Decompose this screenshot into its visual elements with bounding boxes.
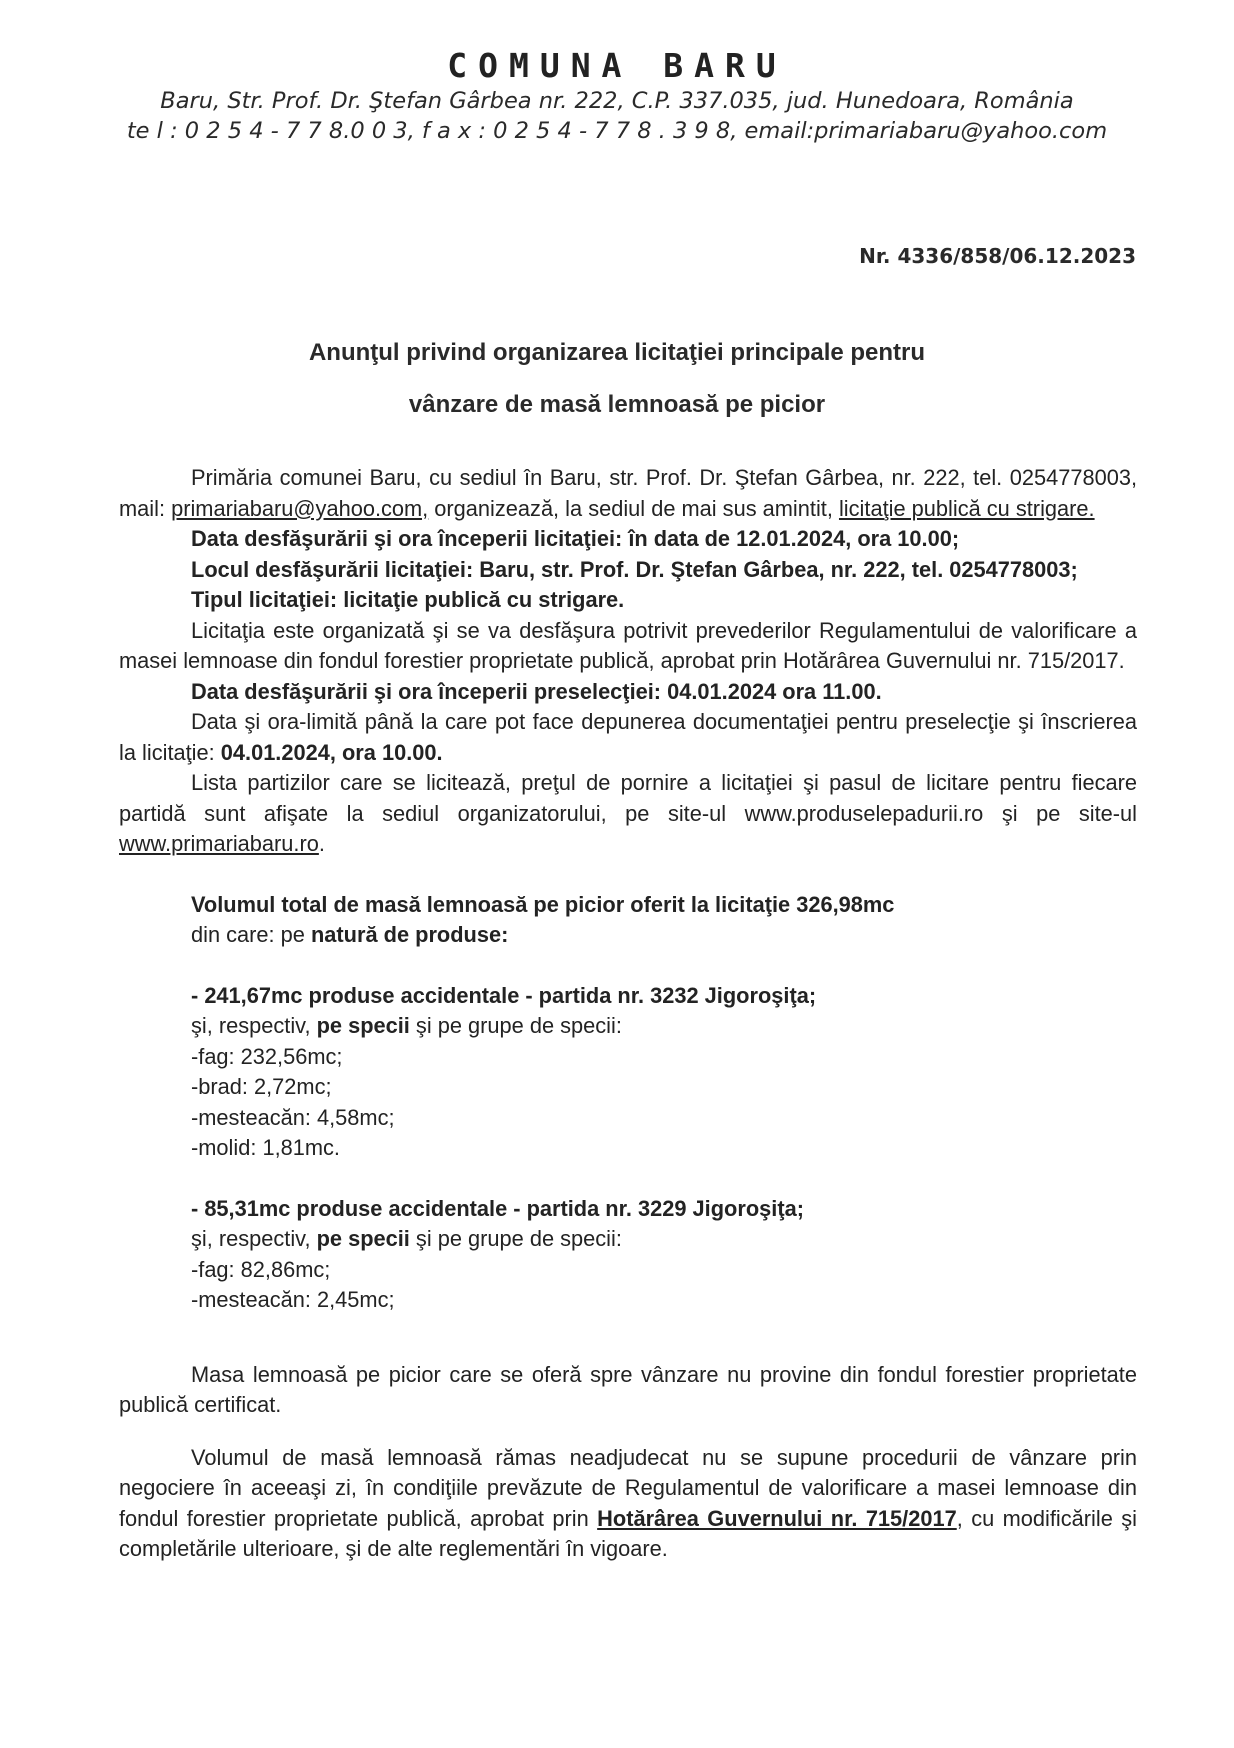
- auction-type: Tipul licitaţiei: licitaţie publică cu strigare.: [191, 587, 625, 612]
- email-link[interactable]: primariabaru@yahoo.com,: [171, 495, 429, 521]
- org-name: COMUNA BARU: [447, 46, 787, 85]
- document-number: Nr. 4336/858/06.12.2023: [859, 244, 1136, 268]
- regulation-paragraph: Licitaţia este organizată şi se va desfăşura potrivit prevederilor Regulamentului de valorificare a masei lemnoase din fondul forestier proprietate publică, aprobat prin Hotărârea Guvernului nr. 715/2017.: [119, 617, 1137, 673]
- lot-heading: - 241,67mc produse accidentale - partida nr. 3232 Jigoroşiţa;: [191, 982, 817, 1008]
- negotiation-paragraph: Volumul de masă lemnoasă rămas neadjudecat nu se supune procedurii de vânzare prin negociere în aceeaşi zi, în condiţiile prevăzute de Regulamentul de valorificare a masei lemnoase din fondul forestier proprietate publică, aprobat prin Hotărârea Guvernului nr. 715/2017, cu modificările şi completările ulterioare, şi de alte reglementări în vigoare.: [119, 1444, 1137, 1561]
- volume-total: Volumul total de masă lemnoasă pe picior oferit la licitaţie 326,98mc: [191, 891, 895, 917]
- auction-kind: licitaţie publică cu strigare.: [838, 495, 1095, 521]
- lot-species-intro: şi, respectiv, pe specii şi pe grupe de specii:: [191, 1226, 622, 1251]
- deadline-paragraph: [119, 707, 1137, 768]
- website-link[interactable]: www.primariabaru.ro: [119, 831, 319, 856]
- negotiation-text: Volumul de masă lemnoasă rămas neadjudecat nu se supune procedurii de vânzare prin negociere în aceeaşi zi, în condiţiile prevăzute de Regulamentul de valorificare a masei lemnoase din fondul forestier proprietate publică, aprobat prin: [119, 1444, 1137, 1531]
- certification-note: Masa lemnoasă pe picior care se oferă spre vânzare nu provine din fondul forestier proprietate publică certificat.: [119, 1361, 1137, 1417]
- title-line-1: Anunţul privind organizarea licitaţiei principale pentru: [308, 339, 926, 366]
- species-item: -molid: 1,81mc.: [191, 1135, 340, 1160]
- species-item: -fag: 232,56mc;: [191, 1043, 343, 1069]
- intro-text-2: organizează, la sediul de mai sus amintit,: [428, 495, 839, 521]
- document-body: [119, 463, 1137, 1565]
- species-item: -mesteacăn: 2,45mc;: [191, 1287, 395, 1312]
- species-item: -brad: 2,72mc;: [191, 1074, 332, 1099]
- lots-info-text: Lista partizilor care se licitează, preţul de pornire a licitaţiei şi pasul de licitare pentru fiecare partidă sunt afişate la sediul organizatorului, pe site-ul www.produselepadurii.ro şi pe site-ul: [119, 770, 1137, 826]
- auction-place: Locul desfăşurării licitaţiei: Baru, str. Prof. Dr. Ştefan Gârbea, nr. 222, tel. 0254778003;: [191, 556, 1078, 582]
- lot-heading: - 85,31mc produse accidentale - partida nr. 3229 Jigoroşiţa;: [191, 1195, 804, 1221]
- species-item: -fag: 82,86mc;: [191, 1256, 331, 1282]
- volume-by-nature: din care: pe natură de produse:: [191, 922, 509, 947]
- org-address: Baru, Str. Prof. Dr. Ştefan Gârbea nr. 222, C.P. 337.035, jud. Hunedoara, România: [160, 88, 1074, 114]
- org-contact: te l : 0 2 5 4 - 7 7 8.0 0 3, f a x : 0 2 5 4 - 7 7 8 . 3 9 8, email:primariabaru@yahoo.com: [126, 118, 1108, 144]
- lots-info-paragraph: Lista partizilor care se licitează, preţul de pornire a licitaţiei şi pasul de licitare pentru fiecare partidă sunt afişate la sediul organizatorului, pe site-ul www.produselepadurii.ro şi pe site-ul www.primariabaru.ro.: [119, 770, 1137, 856]
- intro-text: Primăria comunei Baru, cu sediul în Baru, str. Prof. Dr. Ştefan Gârbea, nr. 222, tel. 0254778003, mail:: [119, 465, 1137, 521]
- auction-date: Data desfăşurării şi ora începerii licitaţiei: în data de 12.01.2024, ora 10.00;: [191, 526, 960, 551]
- title-line-2: vânzare de masă lemnoasă pe picior: [408, 391, 826, 418]
- deadline-value: 04.01.2024, ora 10.00.: [220, 739, 443, 765]
- hg-reference: Hotărârea Guvernului nr. 715/2017: [597, 1505, 957, 1531]
- deadline-text: Data şi ora-limită până la care pot face depunerea documentaţiei pentru preselecţie şi înscrierea la licitaţie:: [119, 709, 1137, 765]
- species-item: -mesteacăn: 4,58mc;: [191, 1104, 395, 1130]
- intro-paragraph: [119, 463, 1137, 524]
- preselection-date: Data desfăşurării şi ora începerii preselecţiei: 04.01.2024 ora 11.00.: [191, 678, 882, 704]
- lot-species-intro: şi, respectiv, pe specii şi pe grupe de specii:: [191, 1013, 622, 1038]
